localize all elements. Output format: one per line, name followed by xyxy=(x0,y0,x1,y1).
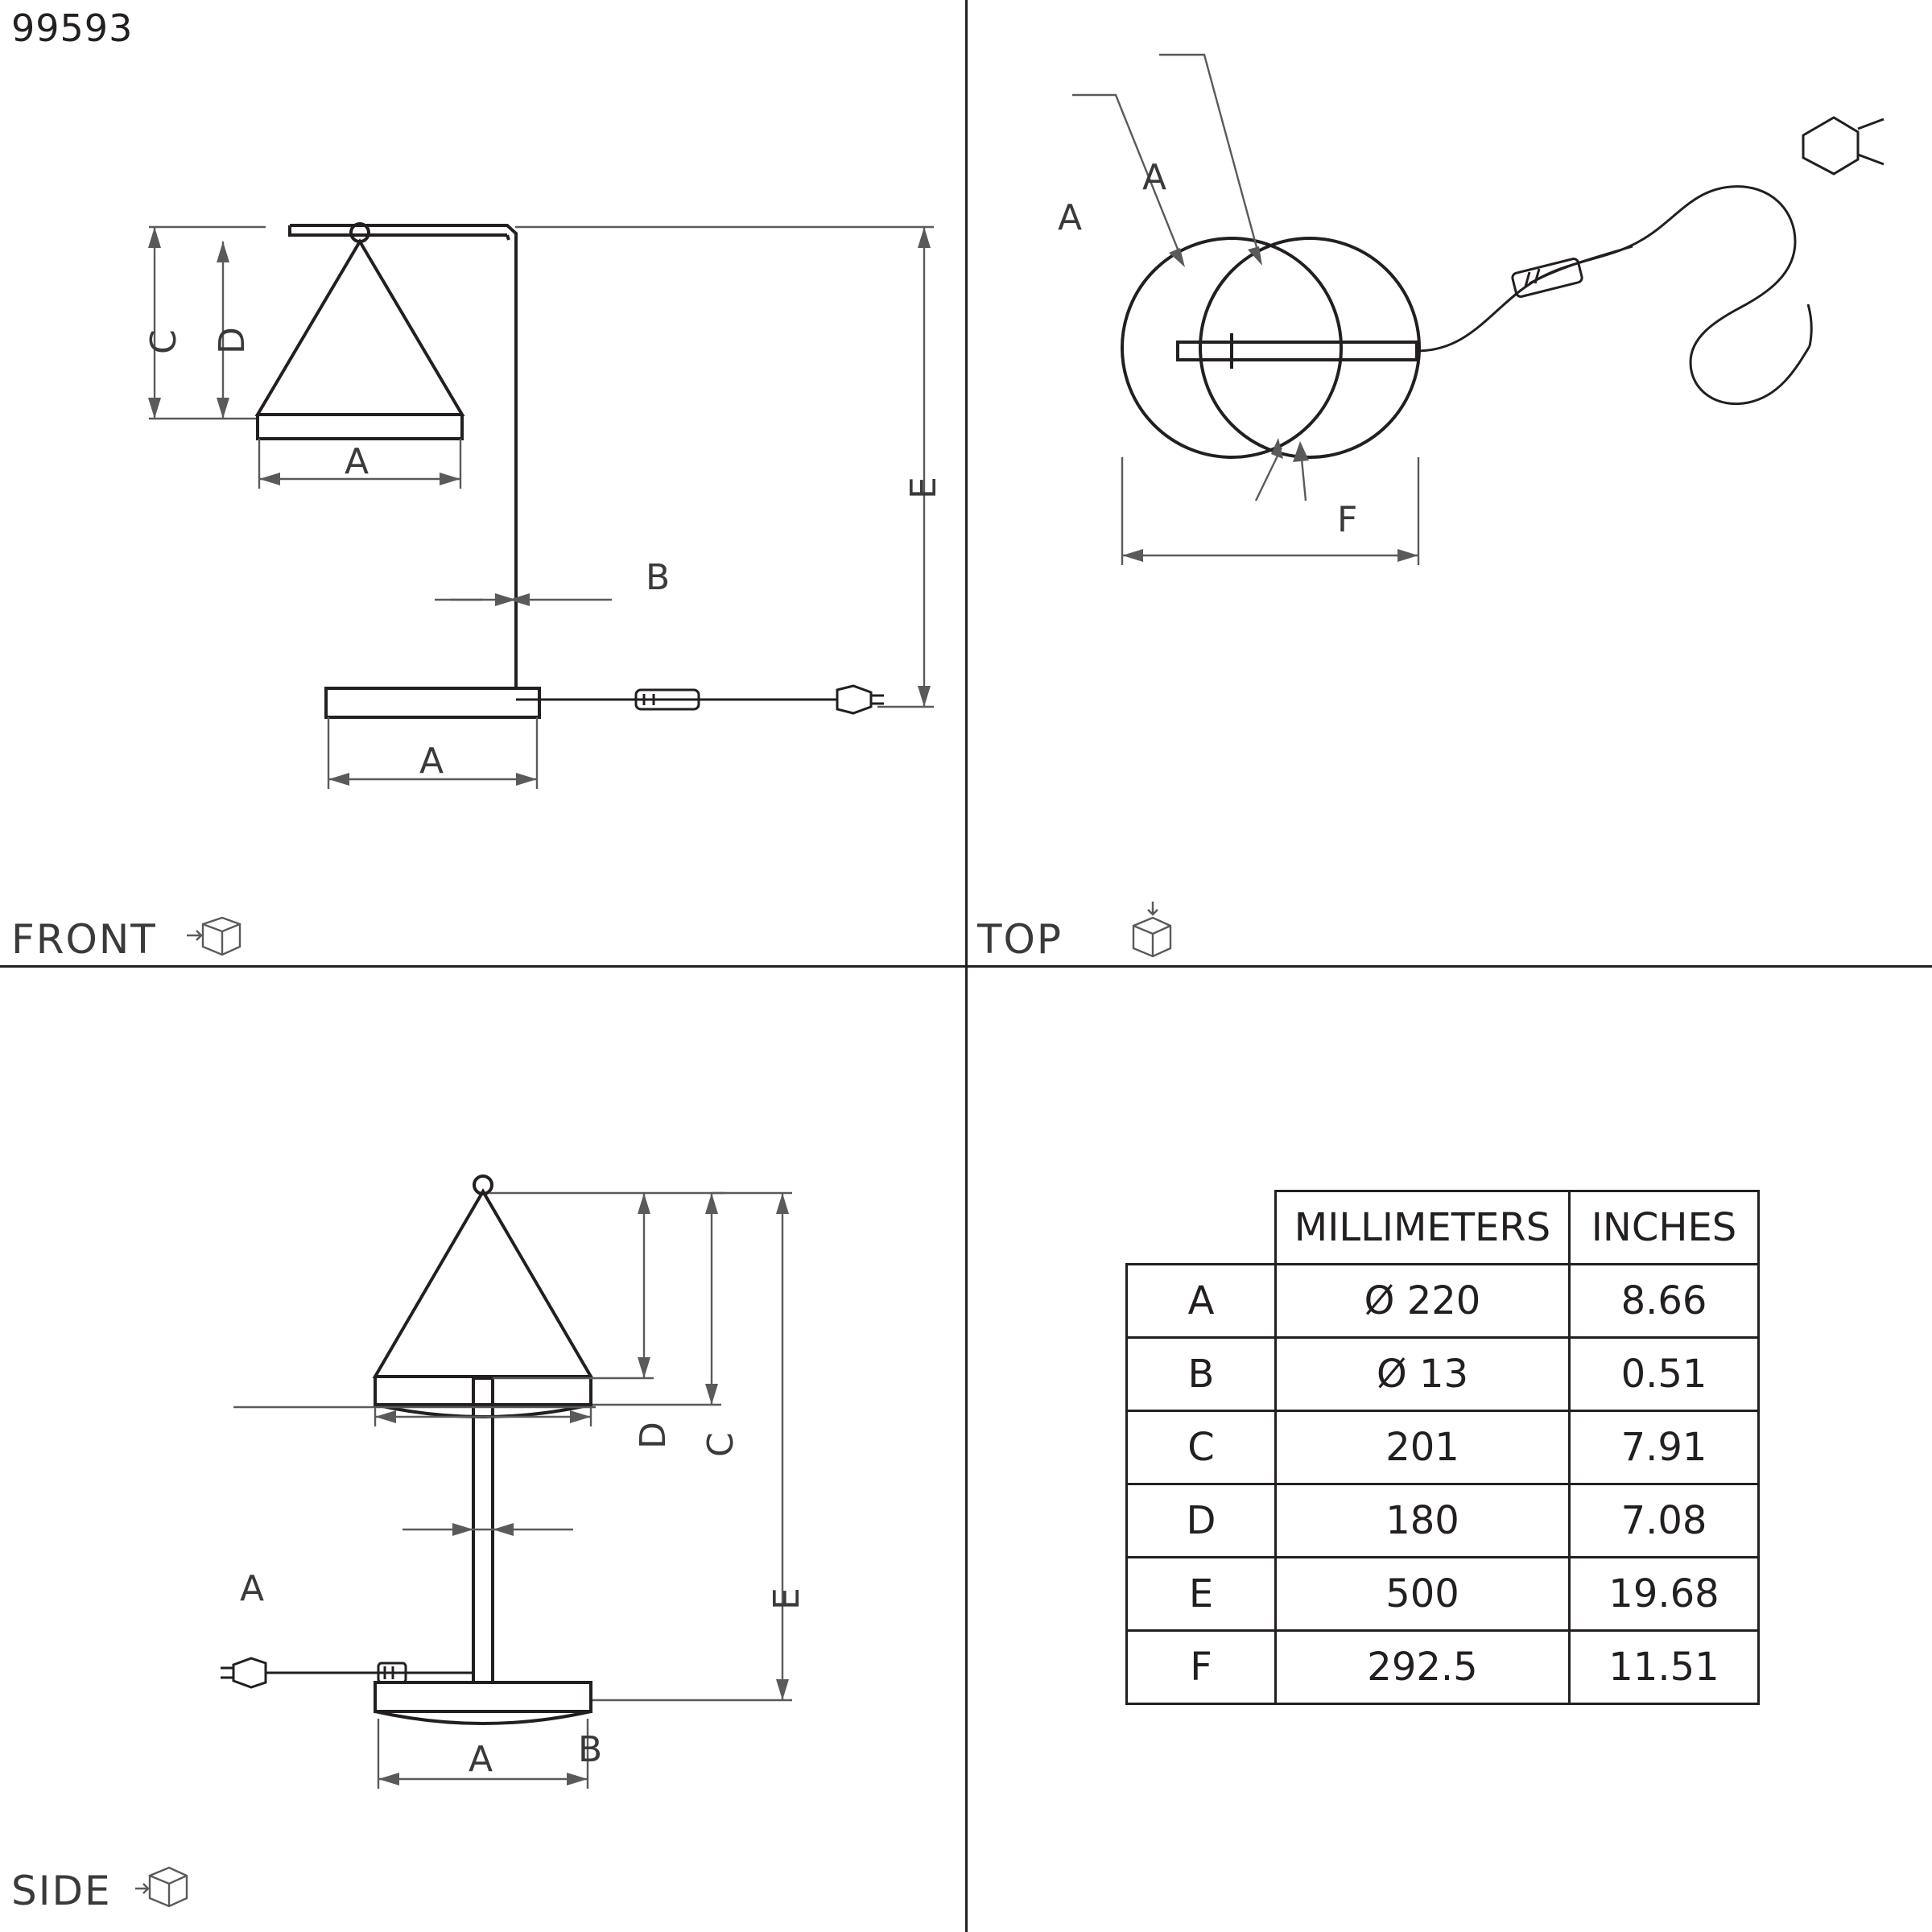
table-row xyxy=(1127,1631,1759,1704)
row-in: 11.51 xyxy=(1570,1631,1759,1704)
table-row xyxy=(1127,1484,1759,1558)
row-key: A xyxy=(1127,1265,1276,1338)
view-label-front: FRONT xyxy=(11,916,157,963)
table-header-key xyxy=(1127,1191,1276,1265)
side-dim-c: C xyxy=(700,1432,741,1457)
dimension-table xyxy=(1125,1190,1760,1705)
front-dim-b: B xyxy=(646,557,671,598)
table-row xyxy=(1127,1338,1759,1411)
front-dim-e: E xyxy=(903,477,944,499)
table-header-in: INCHES xyxy=(1570,1191,1759,1265)
side-dim-d: D xyxy=(633,1422,674,1449)
row-mm: 180 xyxy=(1276,1484,1570,1558)
view-label-top: TOP xyxy=(977,916,1063,963)
row-key: E xyxy=(1127,1558,1276,1631)
view-label-side: SIDE xyxy=(11,1868,112,1914)
top-dim-a-upper: A xyxy=(1142,157,1167,198)
front-dim-d: D xyxy=(212,327,253,354)
side-view-icon xyxy=(134,1861,198,1919)
row-mm: 500 xyxy=(1276,1558,1570,1631)
top-dim-f: F xyxy=(1337,499,1358,540)
front-dim-a-shade: A xyxy=(345,441,369,482)
row-in: 8.66 xyxy=(1570,1265,1759,1338)
front-view-icon xyxy=(185,910,250,968)
row-mm: 201 xyxy=(1276,1411,1570,1484)
table-header-mm: MILLIMETERS xyxy=(1276,1191,1570,1265)
top-view-drawing xyxy=(966,0,1932,966)
top-view-icon xyxy=(1119,900,1183,969)
side-dim-e: E xyxy=(766,1587,807,1610)
front-dim-a-base: A xyxy=(419,741,444,782)
side-dim-a-shade: A xyxy=(240,1568,265,1609)
row-key: C xyxy=(1127,1411,1276,1484)
row-in: 7.08 xyxy=(1570,1484,1759,1558)
side-dim-b: B xyxy=(578,1729,603,1770)
table-row xyxy=(1127,1265,1759,1338)
front-dim-c: C xyxy=(143,329,184,354)
table-row xyxy=(1127,1411,1759,1484)
row-in: 19.68 xyxy=(1570,1558,1759,1631)
front-view-drawing xyxy=(0,0,966,966)
row-mm: Ø 13 xyxy=(1276,1338,1570,1411)
row-mm: 292.5 xyxy=(1276,1631,1570,1704)
top-dim-a-left: A xyxy=(1058,197,1083,238)
row-key: F xyxy=(1127,1631,1276,1704)
row-in: 0.51 xyxy=(1570,1338,1759,1411)
row-in: 7.91 xyxy=(1570,1411,1759,1484)
side-view-drawing xyxy=(0,966,966,1932)
row-mm: Ø 220 xyxy=(1276,1265,1570,1338)
side-dim-a-base: A xyxy=(469,1739,493,1780)
part-number: 99593 xyxy=(11,6,134,50)
table-row xyxy=(1127,1558,1759,1631)
table-header-row xyxy=(1127,1191,1759,1265)
row-key: B xyxy=(1127,1338,1276,1411)
row-key: D xyxy=(1127,1484,1276,1558)
